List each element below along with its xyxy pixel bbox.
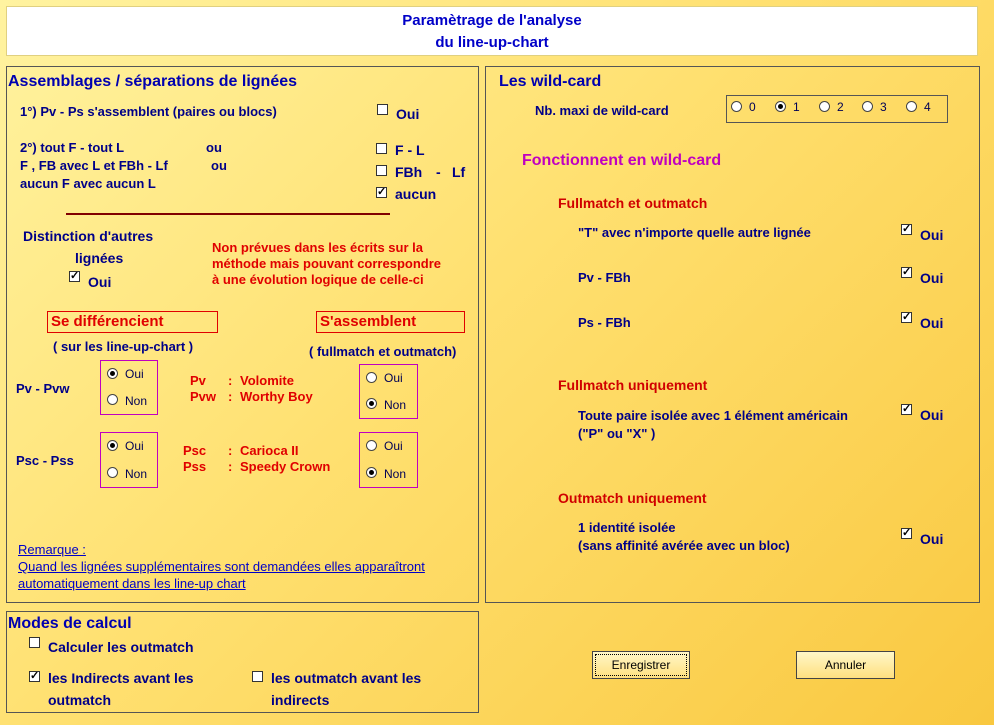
q1-checkbox[interactable] [377,104,388,115]
wc-item5-line-2: (sans affinité avérée avec un bloc) [578,538,790,553]
q2-line-2: F , FB avec L et FBh - Lf [20,158,168,173]
row1-sep-2: : [228,389,233,404]
row1-assemble-non-label: Non [384,398,407,412]
outmatch-only-title: Outmatch uniquement [558,490,707,506]
row1-key-2: Pvw [190,389,217,404]
se-differencient-header: Se différencient [47,311,218,333]
wc-item4-oui: Oui [920,407,944,423]
row2-assemble-oui-label: Oui [384,439,403,453]
note-line-1: Non prévues dans les écrits sur la [212,240,423,255]
distinction-line-1: Distinction d'autres [23,228,154,244]
row1-assemble-non-radio[interactable] [366,398,377,409]
wildcard-option-0-label: 0 [749,100,756,114]
wc-item1-label: "T" avec n'importe quelle autre lignée [578,225,811,240]
row1-diff-non-radio[interactable] [107,394,118,405]
outmatch-first-label-2: indirects [271,692,330,708]
wc-item3-checkbox[interactable]: ✓ [902,311,912,323]
wildcard-option-1-label: 1 [793,100,800,114]
row1-sep-1: : [228,373,233,388]
q2-line-1: 2°) tout F - tout L [20,140,125,155]
fl-checkbox[interactable] [376,143,387,154]
distinction-check-label: Oui [88,274,112,290]
wildcard-option-3-radio[interactable] [862,101,873,112]
row1-assemble-oui-radio[interactable] [366,372,377,383]
window-title [6,6,978,56]
fbh-label-3: Lf [452,164,466,180]
fonctionnent-title: Fonctionnent en wild-card [522,152,722,169]
row2-label: Psc - Pss [16,453,74,468]
wc-item1-checkbox[interactable]: ✓ [902,223,912,235]
row1-assemble-oui-label: Oui [384,371,403,385]
row2-sep-2: : [228,459,233,474]
row2-assemble-non-label: Non [384,467,407,481]
row2-diff-oui-radio[interactable] [107,440,118,451]
indirects-checkbox[interactable]: ✓ [30,670,40,682]
fl-label: F - L [395,142,425,158]
fbh-label-2: - [436,164,441,180]
wc-item1-oui: Oui [920,227,944,243]
wildcard-option-4-radio[interactable] [906,101,917,112]
wc-item2-oui: Oui [920,270,944,286]
distinction-line-2: lignées [75,250,124,266]
title-line-2: du line-up-chart [435,34,549,51]
distinction-checkbox[interactable]: ✓ [70,270,80,282]
s-assemblent-header: S'assemblent [316,311,465,333]
wildcard-option-1-radio[interactable] [775,101,786,112]
save-button[interactable]: Enregistrer [592,651,690,679]
wc-item2-checkbox[interactable]: ✓ [902,266,912,278]
wildcard-title: Les wild-card [499,73,602,90]
assemblages-title: Assemblages / séparations de lignées [8,73,298,90]
note-line-3: à une évolution logique de celle-ci [212,272,424,287]
fullmatch-only-title: Fullmatch uniquement [558,377,708,393]
q2-ou-1: ou [206,140,222,155]
q2-line-3: aucun F avec aucun L [20,176,156,191]
wc-item3-label: Ps - FBh [578,315,631,330]
title-line-1: Paramètrage de l'analyse [402,12,582,29]
row2-sep-1: : [228,443,233,458]
wildcard-nb-label: Nb. maxi de wild-card [535,103,669,118]
wc-item4-line-1: Toute paire isolée avec 1 élément américain [578,408,848,423]
wc-item5-oui: Oui [920,531,944,547]
q1-label: 1°) Pv - Ps s'assemblent (paires ou blocs) [20,104,277,119]
calc-outmatch-label: Calculer les outmatch [48,639,194,655]
fullmatch-outmatch-title: Fullmatch et outmatch [558,195,708,211]
wildcard-option-2-radio[interactable] [819,101,830,112]
s-assemblent-sub: ( fullmatch et outmatch) [309,344,457,359]
q2-ou-2: ou [211,158,227,173]
row2-key-2: Pss [183,459,207,474]
row2-diff-non-label: Non [125,467,148,481]
remarque-line-2[interactable]: automatiquement dans les line-up chart [18,576,246,591]
wildcard-option-2-label: 2 [837,100,844,114]
remarque-line-1[interactable]: Quand les lignées supplémentaires sont demandées elles apparaîtront [18,559,425,574]
q1-check-label: Oui [396,106,420,122]
wc-item3-oui: Oui [920,315,944,331]
indirects-label-2: outmatch [48,692,111,708]
row2-assemble-oui-radio[interactable] [366,440,377,451]
wc-item4-line-2: ("P" ou "X" ) [578,426,656,441]
cancel-button[interactable]: Annuler [796,651,895,679]
se-differencient-sub: ( sur les line-up-chart ) [53,339,194,354]
outmatch-first-checkbox[interactable] [252,671,263,682]
calc-outmatch-checkbox[interactable] [29,637,40,648]
outmatch-first-label-1: les outmatch avant les [271,670,422,686]
fbh-label-1: FBh [395,164,423,180]
wildcard-option-4-label: 4 [924,100,931,114]
fbh-checkbox[interactable] [376,165,387,176]
row1-val-2: Worthy Boy [240,389,313,404]
divider [66,213,390,215]
row1-diff-non-label: Non [125,394,148,408]
aucun-checkbox[interactable]: ✓ [377,186,387,198]
wildcard-option-0-radio[interactable] [731,101,742,112]
modes-title: Modes de calcul [8,615,132,632]
row2-assemble-non-radio[interactable] [366,467,377,478]
wc-item5-line-1: 1 identité isolée [578,520,676,535]
wildcard-panel [485,66,980,603]
row2-key-1: Psc [183,443,207,458]
row1-key-1: Pv [190,373,206,388]
row1-val-1: Volomite [240,373,294,388]
wildcard-option-3-label: 3 [880,100,887,114]
row1-diff-oui-radio[interactable] [107,368,118,379]
row2-val-2: Speedy Crown [240,459,331,474]
wc-item5-checkbox[interactable]: ✓ [902,527,912,539]
row1-label: Pv - Pvw [16,381,70,396]
remarque-title[interactable]: Remarque : [18,542,86,557]
row2-diff-oui-label: Oui [125,439,144,453]
row1-diff-oui-label: Oui [125,367,144,381]
aucun-label: aucun [395,186,437,202]
indirects-label-1: les Indirects avant les [48,670,194,686]
wc-item4-checkbox[interactable]: ✓ [902,403,912,415]
row2-diff-non-radio[interactable] [107,467,118,478]
note-line-2: méthode mais pouvant correspondre [212,256,441,271]
wc-item2-label: Pv - FBh [578,270,631,285]
row2-val-1: Carioca II [240,443,299,458]
